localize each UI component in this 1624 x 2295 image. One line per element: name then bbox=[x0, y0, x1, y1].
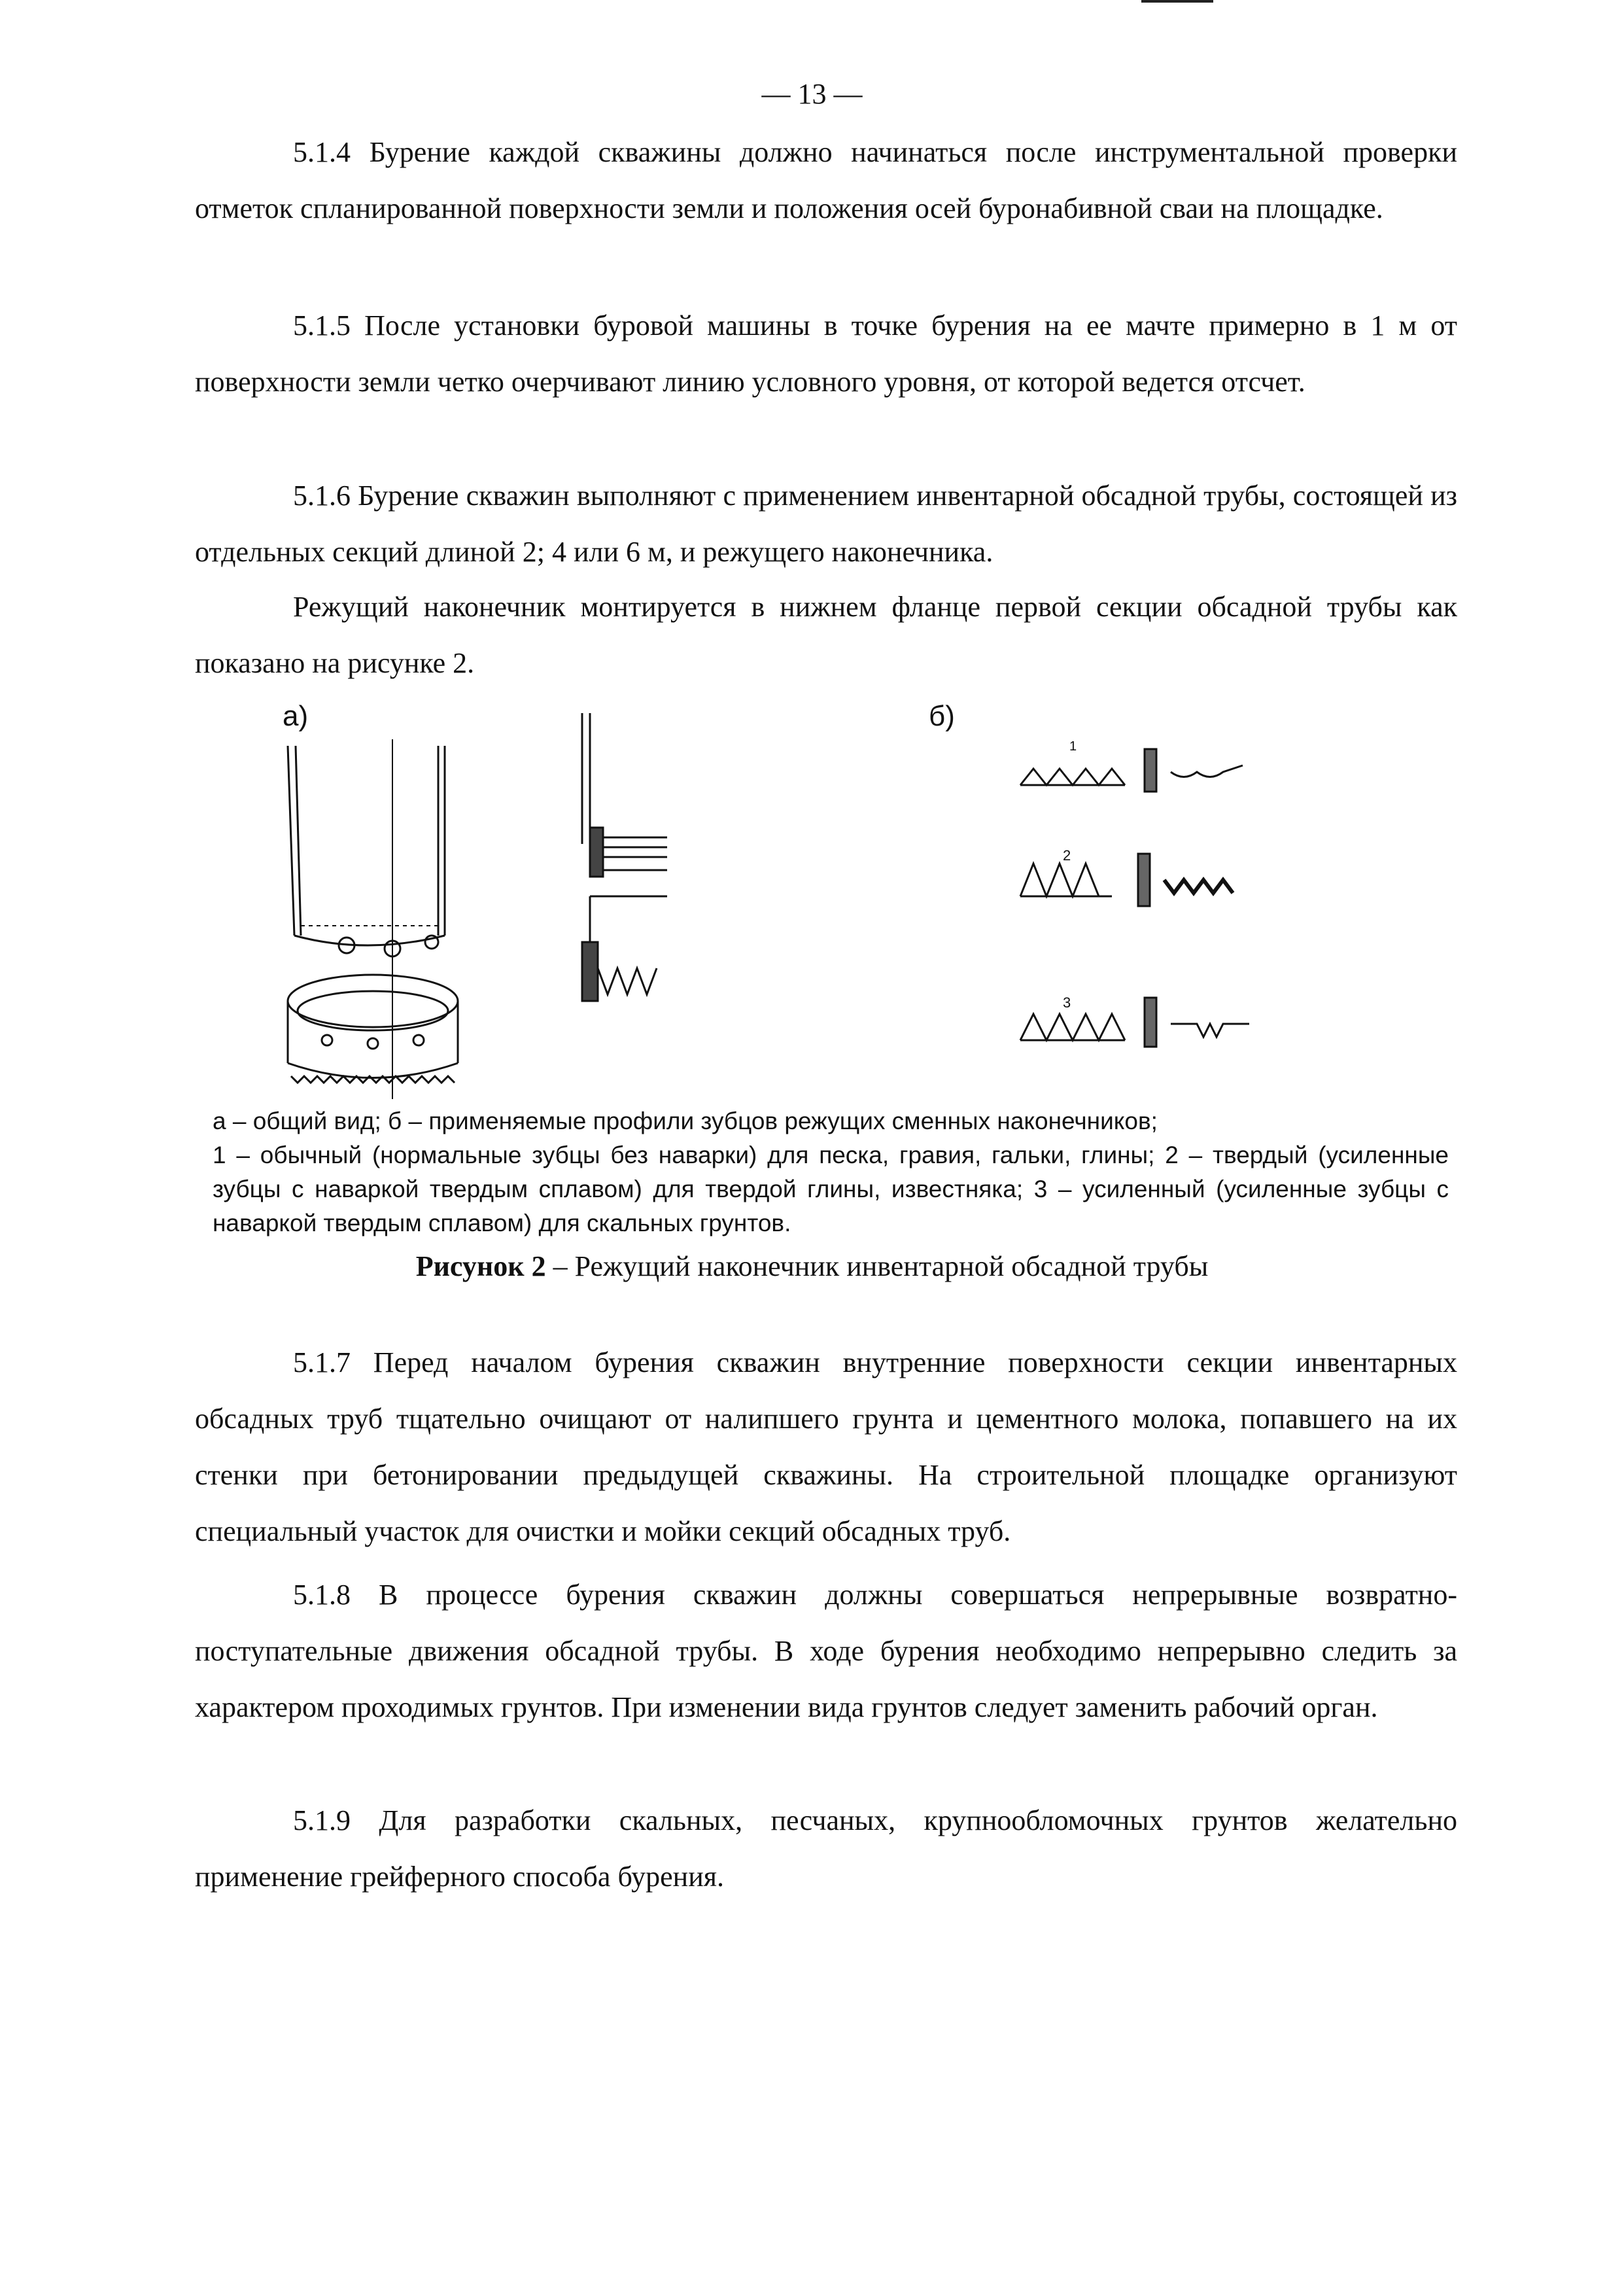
label-profile-1: 1 bbox=[1069, 739, 1077, 754]
paragraph-cutting-tip: Режущий наконечник монтируется в нижнем фланце первой секции обсадной трубы как показано на рисунке 2. bbox=[195, 591, 1457, 679]
label-a: а) bbox=[283, 700, 309, 732]
figure-title-rest: – Режущий наконечник инвентарной обсадной трубы bbox=[545, 1250, 1209, 1282]
figure-2 bbox=[275, 700, 1321, 1106]
paragraph-5-1-4: 5.1.4 Бурение каждой скважины должно начинаться после инструментальной проверки отметок спланированной поверхности земли и положения осей буронабивной сваи на площадке. bbox=[195, 136, 1457, 224]
label-profile-2: 2 bbox=[1063, 847, 1071, 864]
paragraph-5-1-5: 5.1.5 После установки буровой машины в точке бурения на ее мачте примерно в 1 м от поверхности земли четко очерчивают линию условного уровня, от которой ведется отсчет. bbox=[195, 309, 1457, 398]
paragraph-5-1-8: 5.1.8 В процессе бурения скважин должны совершаться непрерывные возвратно-поступательные движения обсадной трубы. В ходе бурения необходимо непрерывно следить за характером проходимых грунтов. При изменении вида грунтов следует заменить рабочий орган. bbox=[195, 1579, 1457, 1723]
tooth-profile-3 bbox=[1020, 998, 1249, 1047]
tooth-profile-2 bbox=[1020, 854, 1233, 906]
paragraph-5-1-7: 5.1.7 Перед началом бурения скважин внутренние поверхности секции инвентарных обсадных труб тщательно очищают от налипшего грунта и цементного молока, попавшего на их стенки при бетонировании предыдущей скважины. На строительной площадке организуют специальный участок для очистки и мойки секций обсадных труб. bbox=[195, 1346, 1457, 1547]
figure-caption bbox=[213, 1104, 1449, 1240]
label-profile-3: 3 bbox=[1063, 994, 1071, 1011]
caption-line-1: а – общий вид; б – применяемые профили зубцов режущих сменных наконечников; bbox=[213, 1108, 1158, 1134]
paragraph-5-1-6: 5.1.6 Бурение скважин выполняют с применением инвентарной обсадной трубы, состоящей из отдельных секций длиной 2; 4 или 6 м, и режущего наконечника. bbox=[195, 480, 1457, 568]
flange-section-drawing bbox=[582, 713, 667, 1001]
paragraph-5-1-9: 5.1.9 Для разработки скальных, песчаных, крупнообломочных грунтов желательно применение грейферного способа бурения. bbox=[195, 1804, 1457, 1893]
figure-title bbox=[0, 1250, 1624, 1283]
caption-line-2: 1 – обычный (нормальные зубцы без наварки) для песка, гравия, гальки, глины; 2 – твердый (усиленные зубцы с наваркой твердым сплавом) для твердой глины, известняка; 3 – усиленный (усиленные зубцы с наваркой твердым сплавом) для скальных грунтов. bbox=[213, 1142, 1449, 1236]
figure-2-drawing bbox=[275, 700, 1321, 1106]
tooth-profile-1 bbox=[1020, 749, 1243, 792]
figure-title-bold: Рисунок 2 bbox=[415, 1250, 546, 1282]
top-rule bbox=[1141, 0, 1213, 3]
label-b: б) bbox=[929, 700, 955, 732]
page-number: — 13 — bbox=[761, 78, 863, 110]
casing-pipe-drawing bbox=[288, 739, 458, 1099]
